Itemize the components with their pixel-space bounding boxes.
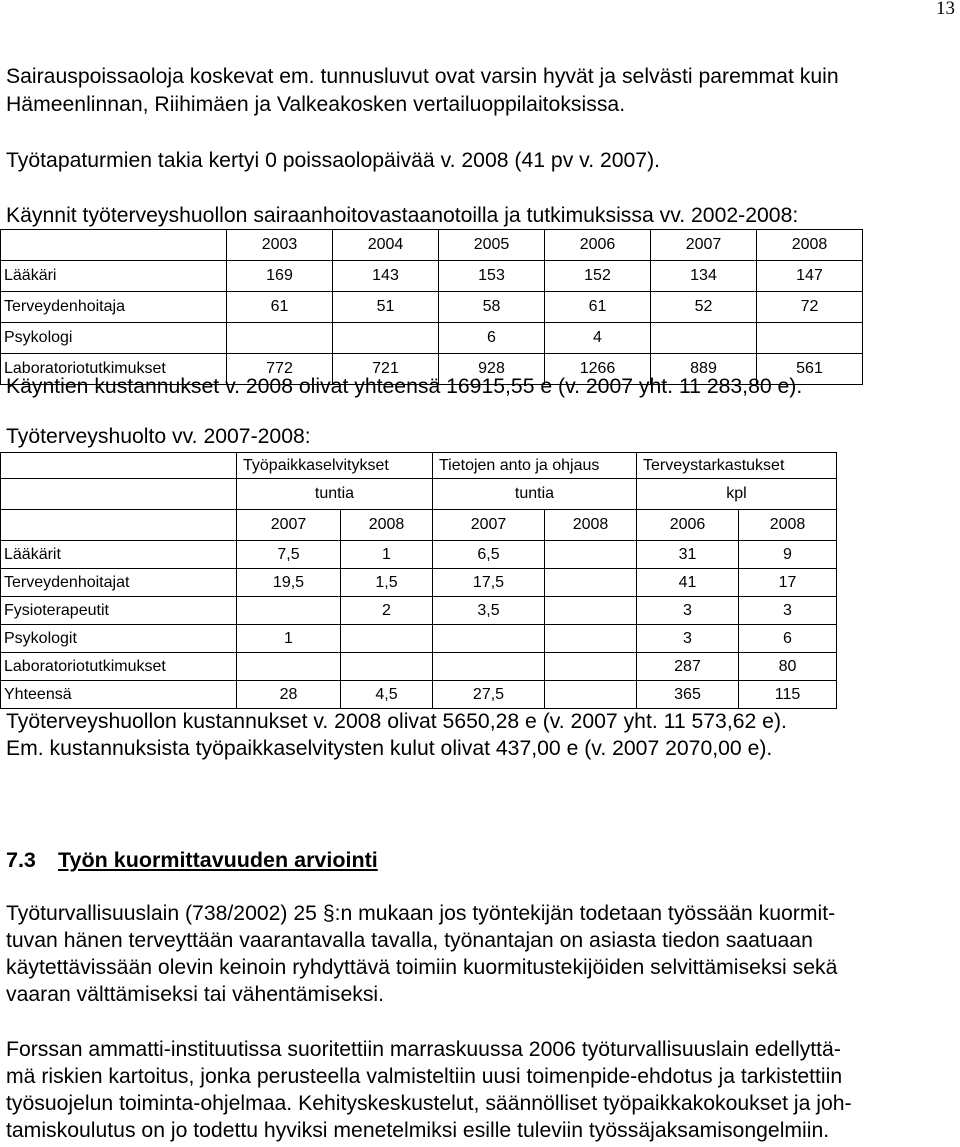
table-cell: 772 xyxy=(227,354,333,385)
intro-line-3: Työtapaturmien takia kertyi 0 poissaolopäivää v. 2008 (41 pv v. 2007). xyxy=(6,149,661,172)
table-cell: 153 xyxy=(439,261,545,292)
table-cell: 51 xyxy=(333,292,439,323)
row-label: Yhteensä xyxy=(1,681,237,709)
table-cell xyxy=(545,541,637,569)
table-cell: 2 xyxy=(341,597,433,625)
table-cell xyxy=(545,597,637,625)
occupational-health-table xyxy=(0,452,837,709)
table-cell: 147 xyxy=(757,261,863,292)
table-cell xyxy=(433,653,545,681)
row-label: Lääkärit xyxy=(1,541,237,569)
unit-header: tuntia xyxy=(237,479,433,510)
year-header: 2004 xyxy=(333,230,439,261)
year-header: 2006 xyxy=(545,230,651,261)
table-cell: 31 xyxy=(637,541,739,569)
visits-table xyxy=(0,229,863,385)
group-header: Tietojen anto ja ohjaus xyxy=(433,453,637,479)
paragraph-1-line: käytettävissään olevin keinoin ryhdyttävä toimiin kuormitustekijöiden selvittämiseksi sekä xyxy=(6,956,838,979)
row-label: Laboratoriotutkimukset xyxy=(1,354,227,385)
table-cell: 27,5 xyxy=(433,681,545,709)
intro-line-4: Käynnit työterveyshuollon sairaanhoitovastaanotoilla ja tutkimuksissa vv. 2002-2008: xyxy=(6,204,799,227)
table-cell: 143 xyxy=(333,261,439,292)
row-label: Terveydenhoitaja xyxy=(1,292,227,323)
occupational-health-heading: Työterveyshuolto vv. 2007-2008: xyxy=(6,425,311,448)
table-cell xyxy=(545,569,637,597)
section-heading xyxy=(6,848,378,873)
page-number: 13 xyxy=(936,0,955,19)
paragraph-1-line: vaaran välttämiseksi tai vähentämiseksi. xyxy=(6,983,385,1006)
year-header: 2005 xyxy=(439,230,545,261)
row-label: Psykologi xyxy=(1,323,227,354)
year-header: 2008 xyxy=(757,230,863,261)
row-label: Psykologit xyxy=(1,625,237,653)
table-cell: 58 xyxy=(439,292,545,323)
table-row xyxy=(1,625,837,653)
occupational-costs-text: Työterveyshuollon kustannukset v. 2008 olivat 5650,28 e (v. 2007 yht. 11 573,62 e). xyxy=(6,710,787,733)
unit-header-row xyxy=(1,479,837,510)
table-cell xyxy=(237,597,341,625)
table-cell xyxy=(757,323,863,354)
table-cell: 1266 xyxy=(545,354,651,385)
table-cell: 561 xyxy=(757,354,863,385)
year-header: 2003 xyxy=(227,230,333,261)
table-cell: 19,5 xyxy=(237,569,341,597)
table-cell: 6 xyxy=(739,625,837,653)
table-row xyxy=(1,261,863,292)
table-row xyxy=(1,292,863,323)
table-corner-cell xyxy=(1,453,237,479)
table-cell: 6,5 xyxy=(433,541,545,569)
paragraph-2-line: tamiskoulutus on jo todettu hyviksi menetelmiksi esille tuleviin työssäjaksamisongelmiin. xyxy=(6,1119,830,1142)
table-cell xyxy=(333,323,439,354)
paragraph-1-line: tuvan hänen terveyttään vaarantavalla tavalla, työnantajan on asiasta tiedon saatuaan xyxy=(6,929,813,952)
group-header: Terveystarkastukset xyxy=(637,453,837,479)
section-number: 7.3 xyxy=(6,848,36,872)
year-header: 2006 xyxy=(637,510,739,541)
table-cell: 17 xyxy=(739,569,837,597)
table-cell xyxy=(651,323,757,354)
table-cell: 17,5 xyxy=(433,569,545,597)
table-corner-cell xyxy=(1,479,237,510)
table-corner-cell xyxy=(1,230,227,261)
table-cell: 72 xyxy=(757,292,863,323)
table-cell: 1,5 xyxy=(341,569,433,597)
table-cell: 134 xyxy=(651,261,757,292)
table-cell xyxy=(227,323,333,354)
year-header: 2008 xyxy=(341,510,433,541)
table-cell: 928 xyxy=(439,354,545,385)
row-label: Fysioterapeutit xyxy=(1,597,237,625)
table-cell xyxy=(545,681,637,709)
table-row xyxy=(1,597,837,625)
table-cell: 4 xyxy=(545,323,651,354)
unit-header: kpl xyxy=(637,479,837,510)
intro-line-1: Sairauspoissaoloja koskevat em. tunnusluvut ovat varsin hyvät ja selvästi paremmat kuin xyxy=(6,65,839,88)
group-header: Työpaikkaselvitykset xyxy=(237,453,433,479)
paragraph-2-line: työsuojelun toiminta-ohjelmaa. Kehityskeskustelut, säännölliset työpaikkakokoukset ja joh- xyxy=(6,1092,852,1115)
table-cell: 1 xyxy=(341,541,433,569)
table-cell: 6 xyxy=(439,323,545,354)
table-cell: 28 xyxy=(237,681,341,709)
row-label: Laboratoriotutkimukset xyxy=(1,653,237,681)
workplace-survey-costs-text: Em. kustannuksista työpaikkaselvitysten kulut olivat 437,00 e (v. 2007 2070,00 e). xyxy=(6,737,773,760)
table-cell xyxy=(545,625,637,653)
table-cell: 365 xyxy=(637,681,739,709)
year-header: 2007 xyxy=(651,230,757,261)
year-header: 2008 xyxy=(545,510,637,541)
table-cell: 152 xyxy=(545,261,651,292)
row-label: Lääkäri xyxy=(1,261,227,292)
table-cell xyxy=(341,625,433,653)
table-cell: 4,5 xyxy=(341,681,433,709)
table-cell: 3 xyxy=(637,597,739,625)
section-title: Työn kuormittavuuden arviointi xyxy=(58,848,378,872)
table-row xyxy=(1,541,837,569)
year-header-row xyxy=(1,510,837,541)
table-cell: 3,5 xyxy=(433,597,545,625)
table-cell: 169 xyxy=(227,261,333,292)
table-cell: 3 xyxy=(739,597,837,625)
table-corner-cell xyxy=(1,510,237,541)
table-row xyxy=(1,653,837,681)
visit-costs-text: Käyntien kustannukset v. 2008 olivat yhteensä 16915,55 e (v. 2007 yht. 11 283,80 e). xyxy=(6,375,803,398)
table-cell: 287 xyxy=(637,653,739,681)
year-header: 2007 xyxy=(433,510,545,541)
group-header-row xyxy=(1,453,837,479)
table-cell xyxy=(341,653,433,681)
table-cell: 115 xyxy=(739,681,837,709)
paragraph-2-line: mä riskien kartoitus, jonka perusteella valmisteltiin uusi toimenpide-ehdotus ja tarkistettiin xyxy=(6,1065,843,1088)
table-row xyxy=(1,569,837,597)
year-header: 2008 xyxy=(739,510,837,541)
paragraph-2-line: Forssan ammatti-instituutissa suoritettiin marraskuussa 2006 työturvallisuuslain edellyttä- xyxy=(6,1038,841,1061)
table-cell: 721 xyxy=(333,354,439,385)
table-cell: 1 xyxy=(237,625,341,653)
table-cell xyxy=(237,653,341,681)
table-cell: 889 xyxy=(651,354,757,385)
paragraph-1-line: Työturvallisuuslain (738/2002) 25 §:n mukaan jos työntekijän todetaan työssään kuormit- xyxy=(6,902,836,925)
table-cell: 41 xyxy=(637,569,739,597)
table-cell: 52 xyxy=(651,292,757,323)
row-label: Terveydenhoitajat xyxy=(1,569,237,597)
table-cell xyxy=(545,653,637,681)
table-cell: 3 xyxy=(637,625,739,653)
table-cell: 7,5 xyxy=(237,541,341,569)
table-row xyxy=(1,681,837,709)
table-header-row xyxy=(1,230,863,261)
table-cell: 9 xyxy=(739,541,837,569)
table-cell: 61 xyxy=(227,292,333,323)
table-row xyxy=(1,323,863,354)
table-cell: 80 xyxy=(739,653,837,681)
table-cell: 61 xyxy=(545,292,651,323)
year-header: 2007 xyxy=(237,510,341,541)
intro-line-2: Hämeenlinnan, Riihimäen ja Valkeakosken vertailuoppilaitoksissa. xyxy=(6,93,626,116)
unit-header: tuntia xyxy=(433,479,637,510)
table-cell xyxy=(433,625,545,653)
